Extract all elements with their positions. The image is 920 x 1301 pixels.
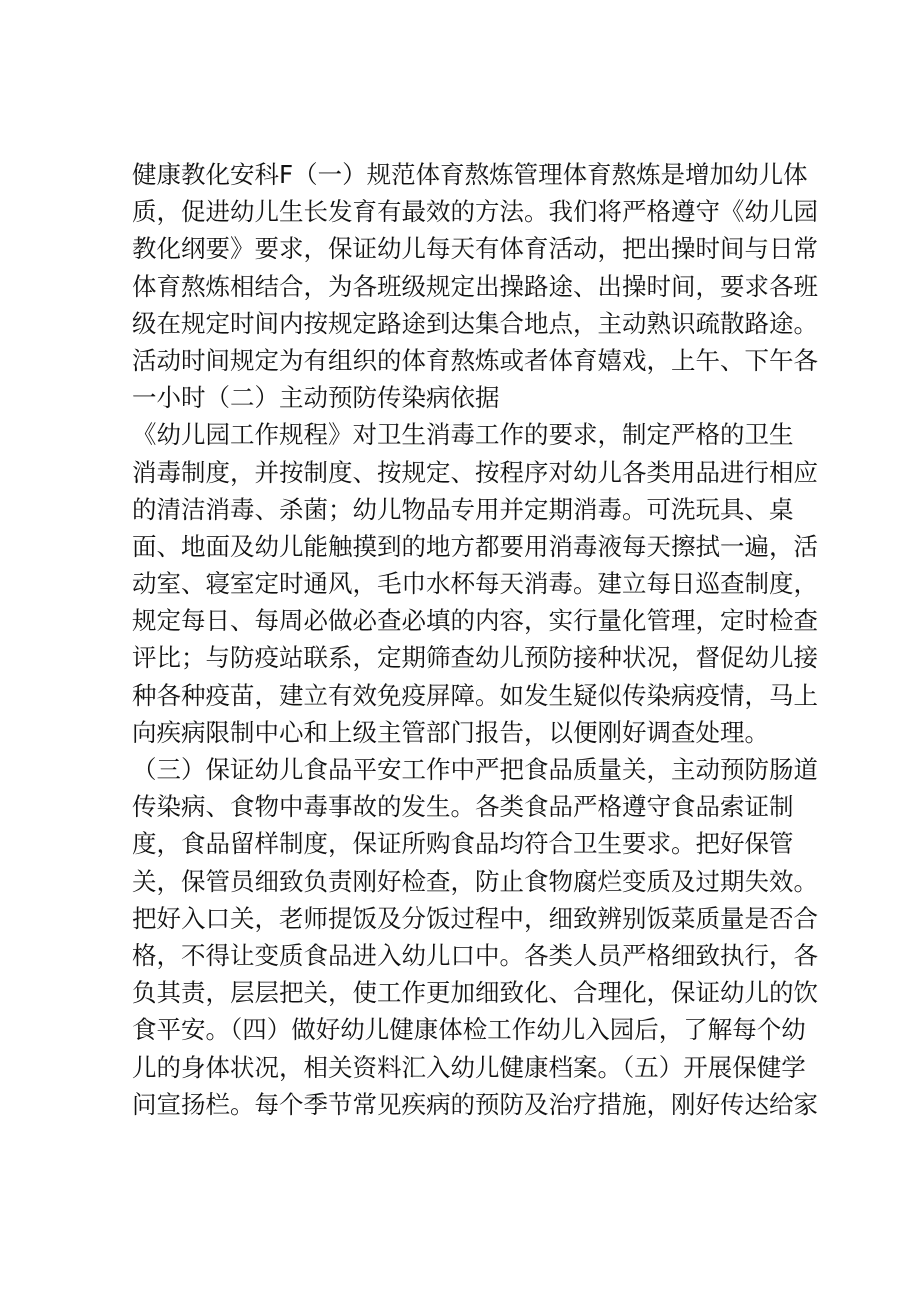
text-line: （三）保证幼儿食品平安工作中严把食品质量关，主动预防肠道: [132, 755, 818, 784]
text-line: 规定每日、每周必做必查必填的内容，实行量化管理，定时检查: [132, 606, 818, 636]
text-line: 种各种疫苗，建立有效免疫屏障。如发生疑似传染病疫情，马上: [132, 680, 818, 710]
body-text: [132, 156, 818, 1123]
text-line: 的清洁消毒、杀菌；幼儿物品专用并定期消毒。可洗玩具、桌: [132, 494, 794, 524]
text-line: 教化纲要》要求，保证幼儿每天有体育活动，把出操时间与日常: [132, 234, 818, 264]
text-line: 问宣扬栏。每个季节常见疾病的预防及治疗措施，刚好传达给家: [132, 1089, 818, 1119]
text-line: 动室、寝室定时通风，毛巾水杯每天消毒。建立每日巡查制度，: [132, 569, 818, 599]
text-line: 消毒制度，并按制度、按规定、按程序对幼儿各类用品进行相应: [132, 457, 818, 487]
text-line: 格，不得让变质食品进入幼儿口中。各类人员严格细致执行，各: [132, 940, 818, 970]
text-line: 向疾病限制中心和上级主管部门报告，以便刚好调查处理。: [132, 717, 769, 747]
text-line: 级在规定时间内按规定路途到达集合地点，主动熟识疏散路途。: [132, 308, 818, 338]
text-line: 把好入口关，老师提饭及分饭过程中，细致辨别饭菜质量是否合: [132, 903, 818, 933]
text-line: 健康教化安科F（一）规范体育熬炼管理体育熬炼是增加幼儿体: [132, 160, 808, 189]
text-line: 儿的身体状况，相关资料汇入幼儿健康档案。（五）开展保健学: [132, 1052, 806, 1082]
text-line: 活动时间规定为有组织的体育熬炼或者体育嬉戏，上午、下午各: [132, 345, 818, 375]
text-line: 评比；与防疫站联系，定期筛查幼儿预防接种状况，督促幼儿接: [132, 643, 818, 673]
text-line: 传染病、食物中毒事故的发生。各类食品严格遵守食品索证制: [132, 792, 794, 822]
text-line: 食平安。（四）做好幼儿健康体检工作幼儿入园后，了解每个幼: [132, 1015, 806, 1045]
text-line: 关，保管员细致负责刚好检查，防止食物腐烂变质及过期失效。: [132, 866, 818, 896]
text-line: 度，食品留样制度，保证所购食品均符合卫生要求。把好保管: [132, 829, 794, 859]
text-line: 面、地面及幼儿能触摸到的地方都要用消毒液每天擦拭一遍，活: [132, 531, 818, 561]
text-line: 体育熬炼相结合，为各班级规定出操路途、出操时间，要求各班: [132, 271, 818, 301]
text-line: 质，促进幼儿生长发育有最效的方法。我们将严格遵守《幼儿园: [132, 197, 818, 227]
text-line: 一小时（二）主动预防传染病依据: [132, 383, 500, 413]
text-line: 负其责，层层把关，使工作更加细致化、合理化，保证幼儿的饮: [132, 978, 818, 1008]
text-line: 《幼儿园工作规程》对卫生消毒工作的要求，制定严格的卫生: [132, 420, 794, 450]
